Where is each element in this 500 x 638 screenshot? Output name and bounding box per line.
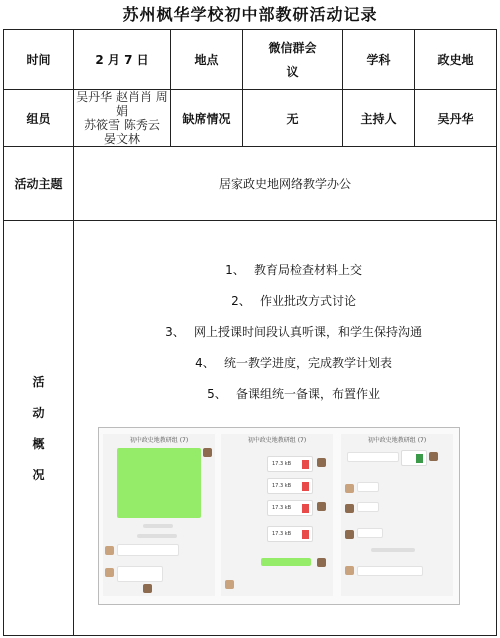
message-bubble	[357, 482, 379, 492]
avatar	[203, 448, 212, 457]
list-item: 5、 备课组统一备课，布置作业	[207, 386, 380, 401]
chat-panel-title: 初中政史地教研组 (7)	[367, 436, 427, 444]
message-bubble	[117, 544, 179, 556]
time-value: 2 月 7 日	[74, 30, 171, 90]
row-group	[4, 90, 497, 147]
place-label: 地点	[171, 30, 243, 90]
members-line3: 晏文林	[103, 132, 140, 146]
file-message: 17.3 kB	[267, 526, 313, 542]
absence-label: 缺席情况	[171, 90, 243, 147]
row-theme	[4, 147, 497, 221]
group-label: 组员	[4, 90, 74, 147]
avatar	[143, 584, 152, 593]
host-value: 吴丹华	[415, 90, 497, 147]
message-bubble	[261, 558, 311, 566]
list-item: 2、 作业批改方式讨论	[231, 293, 356, 308]
avatar	[345, 530, 354, 539]
message-bubble	[357, 566, 423, 576]
place-value	[243, 30, 343, 90]
overview-label	[4, 221, 74, 636]
theme-value: 居家政史地网络教学办公	[74, 147, 497, 221]
pdf-icon	[302, 482, 309, 491]
message-bubble	[357, 502, 379, 512]
place-value-line2: 议	[286, 64, 299, 79]
page-title: 苏州枫华学校初中部教研活动记录	[122, 5, 378, 24]
chat-screenshot	[98, 427, 460, 605]
members-line2: 苏筱雪 陈秀云	[84, 118, 160, 132]
file-message	[401, 450, 427, 466]
chat-panel	[341, 434, 453, 596]
pdf-icon	[302, 530, 309, 539]
message-bubble	[347, 452, 399, 462]
avatar	[317, 458, 326, 467]
place-value-line1: 微信群会	[268, 40, 317, 55]
avatar	[105, 546, 114, 555]
absence-value: 无	[243, 90, 343, 147]
avatar	[317, 558, 326, 567]
avatar	[225, 580, 234, 589]
time-label: 时间	[4, 30, 74, 90]
file-message: 17.3 kB	[267, 456, 313, 472]
message-bubble	[371, 548, 415, 552]
message-bubble	[117, 566, 163, 582]
message-bubble	[357, 528, 383, 538]
avatar	[345, 566, 354, 575]
row-overview	[4, 221, 497, 636]
message-bubble	[137, 534, 177, 538]
chat-panel	[221, 434, 333, 596]
message-bubble	[143, 524, 173, 528]
avatar	[345, 484, 354, 493]
theme-label: 活动主题	[4, 147, 74, 221]
message-bubble	[117, 448, 201, 518]
subject-label: 学科	[343, 30, 415, 90]
file-message: 17.3 kB	[267, 500, 313, 516]
chat-panel-title: 初中政史地教研组 (7)	[247, 436, 307, 444]
subject-value: 政史地	[415, 30, 497, 90]
spreadsheet-icon	[416, 454, 423, 463]
row-time	[4, 30, 497, 90]
overview-char: 活	[32, 375, 45, 389]
avatar	[429, 452, 438, 461]
overview-char: 概	[32, 437, 45, 451]
chat-panel-title: 初中政史地教研组 (7)	[129, 436, 189, 444]
overview-char: 况	[32, 468, 45, 482]
avatar	[317, 502, 326, 511]
avatar	[345, 504, 354, 513]
host-label: 主持人	[343, 90, 415, 147]
agenda-list	[74, 252, 496, 415]
list-item: 3、 网上授课时间段认真听课，和学生保持沟通	[165, 324, 422, 339]
overview-char: 动	[32, 406, 45, 420]
members-list	[74, 90, 171, 147]
pdf-icon	[302, 460, 309, 469]
chat-panel	[103, 434, 215, 596]
list-item: 1、 教育局检查材料上交	[225, 262, 362, 277]
record-table	[3, 29, 497, 636]
avatar	[105, 568, 114, 577]
file-message: 17.3 kB	[267, 478, 313, 494]
list-item: 4、 统一教学进度，完成教学计划表	[195, 355, 392, 370]
overview-content	[74, 221, 497, 636]
pdf-icon	[302, 504, 309, 513]
members-line1: 吴丹华 赵肖肖 周娟	[76, 90, 168, 118]
